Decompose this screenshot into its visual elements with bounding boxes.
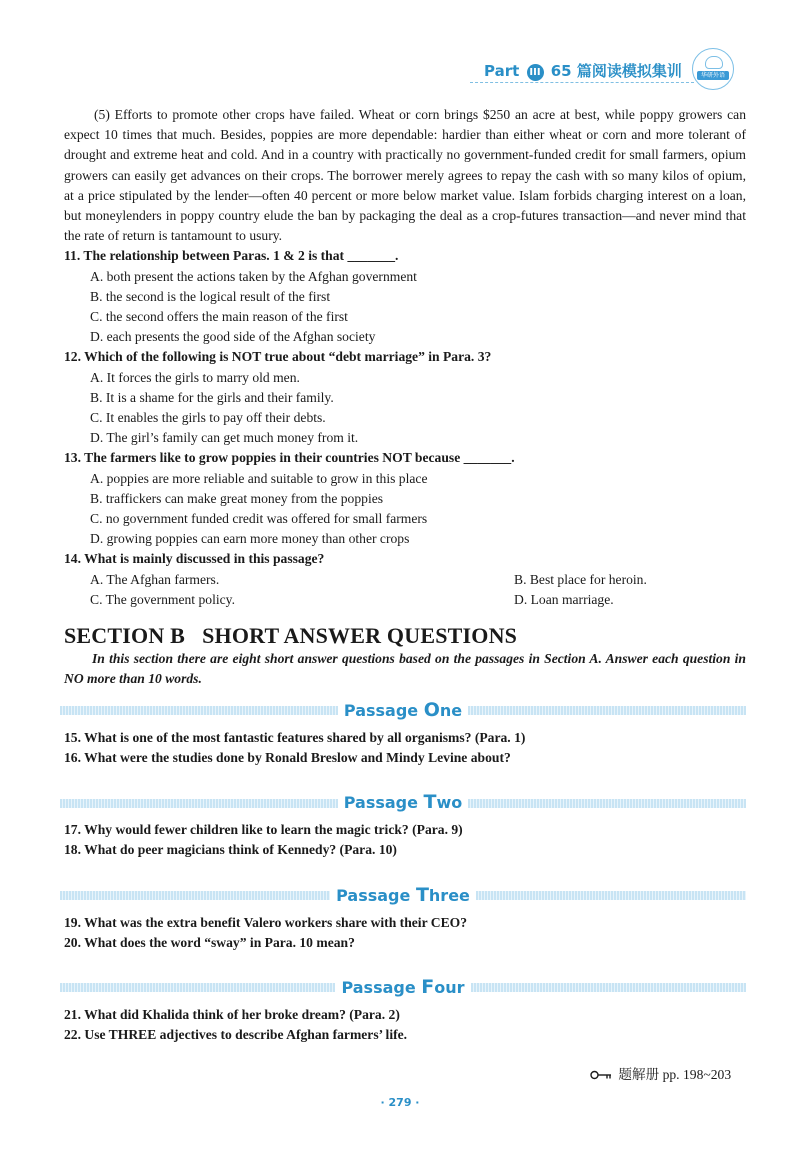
part-label: Part [484, 62, 520, 80]
header-title-cn: 65 篇阅读模拟集训 [550, 62, 682, 80]
question-11 [64, 246, 746, 347]
question-15: 15. What is one of the most fantastic features shared by all organisms? (Para. 1) [64, 729, 526, 745]
passage-rest: wo [436, 793, 463, 813]
heading-bar-left [60, 983, 335, 992]
heading-bar-left [60, 799, 338, 808]
passage-label [338, 700, 468, 721]
option-c: C. It enables the girls to pay off their debts. [90, 410, 326, 426]
part-number-badge: III [527, 64, 544, 81]
question-17: 17. Why would fewer children like to learn the magic trick? (Para. 9) [64, 822, 463, 838]
question-20: 20. What does the word “sway” in Para. 10 mean? [64, 934, 355, 950]
option-b: B. Best place for heroin. [514, 571, 647, 587]
passage-label [335, 977, 470, 998]
header-title [484, 60, 682, 81]
passage-word: Passage [341, 978, 416, 998]
section-b-title: SECTION B SHORT ANSWER QUESTIONS [64, 623, 518, 649]
option-a: A. both present the actions taken by the Afghan government [90, 268, 417, 284]
passage-three-heading [60, 884, 746, 908]
passage-label [330, 885, 476, 906]
passage-four-heading [60, 976, 746, 1000]
option-a: A. The Afghan farmers. [90, 571, 220, 587]
question-22: 22. Use THREE adjectives to describe Afghan farmers’ life. [64, 1027, 408, 1043]
cloud-icon [705, 56, 723, 69]
passage-cap: O [423, 699, 440, 722]
heading-bar-left [60, 891, 330, 900]
page-content [64, 105, 746, 1045]
passage-cap: T [415, 883, 429, 906]
question-18: 18. What do peer magicians think of Kennedy? (Para. 10) [64, 842, 397, 858]
option-b: B. traffickers can make great money from the poppies [90, 490, 384, 506]
options-row-2 [90, 590, 746, 610]
heading-bar-right [471, 983, 746, 992]
key-icon [590, 1068, 612, 1084]
heading-bar-left [60, 706, 338, 715]
publisher-logo [692, 48, 734, 90]
option-d: D. growing poppies can earn more money than other crops [90, 531, 410, 547]
passage-one-heading [60, 699, 746, 723]
header-dashed-line [470, 82, 694, 84]
question-stem: 12. Which of the following is NOT true about “debt marriage” in Para. 3? [64, 349, 492, 365]
heading-bar-right [468, 799, 746, 808]
passage-rest: ne [439, 701, 463, 721]
option-b: B. It is a shame for the girls and their family. [90, 389, 334, 405]
page-number: · 279 · [380, 1096, 420, 1109]
options-row-1 [90, 570, 746, 590]
section-b-instruction: In this section there are eight short answer questions based on the passages in Section A. Answer each question in NO more than 10 words. [64, 651, 746, 687]
passage-rest: hree [428, 885, 470, 905]
question-19: 19. What was the extra benefit Valero workers share with their CEO? [64, 914, 468, 930]
answer-key-text: 题解册 pp. 198~203 [618, 1067, 732, 1082]
passage-word: Passage [343, 793, 418, 813]
page-header [470, 56, 790, 92]
option-c: C. the second offers the main reason of the first [90, 309, 348, 325]
heading-bar-right [468, 706, 746, 715]
passage-word: Passage [336, 885, 411, 905]
option-d: D. Loan marriage. [514, 591, 614, 607]
answer-key-reference [590, 1063, 731, 1084]
passage-word: Passage [343, 701, 419, 721]
paragraph-5: (5) Efforts to promote other crops have failed. Wheat or corn brings $250 an acre at best, while poppy growers can expect 10 times that much. Besides, poppies are more dependable: hardier than either wheat or corn and more tolerant of drought and extreme heat and cold. And in a country with practically no government-funded credit for small farmers, opium growers can easily get advances on their crops. The borrower merely agrees to repay the cash with so many kilos of opium, at a price stipulated by the lender—often 40 percent or more below market value. Islam forbids charging interest on a loan, but moneylenders in poppy country elude the ban by packaging the deal as a crop-futures transaction—and never mind that the rate of return is tantamount to usury. [64, 107, 746, 244]
passage-two-heading [60, 791, 746, 815]
question-13 [64, 448, 746, 549]
option-b: B. the second is the logical result of the first [90, 288, 331, 304]
passage-label [338, 792, 469, 813]
logo-text: 华研外语 [697, 71, 729, 80]
question-21: 21. What did Khalida think of her broke dream? (Para. 2) [64, 1006, 400, 1022]
question-stem: 11. The relationship between Paras. 1 & 2 is that _______. [64, 248, 399, 264]
option-d: D. The girl’s family can get much money from it. [90, 430, 359, 446]
option-a: A. poppies are more reliable and suitable to grow in this place [90, 470, 428, 486]
passage-rest: our [434, 978, 465, 998]
passage-cap: F [421, 976, 435, 999]
question-14 [64, 549, 746, 610]
question-stem: 14. What is mainly discussed in this passage? [64, 551, 325, 567]
question-16: 16. What were the studies done by Ronald Breslow and Mindy Levine about? [64, 749, 511, 765]
option-d: D. each presents the good side of the Afghan society [90, 329, 376, 345]
question-stem: 13. The farmers like to grow poppies in their countries NOT because _______. [64, 450, 515, 466]
question-12 [64, 347, 746, 448]
heading-bar-right [476, 891, 746, 900]
passage-cap: T [423, 791, 437, 814]
option-c: C. no government funded credit was offered for small farmers [90, 511, 428, 527]
option-a: A. It forces the girls to marry old men. [90, 369, 300, 385]
option-c: C. The government policy. [90, 591, 235, 607]
